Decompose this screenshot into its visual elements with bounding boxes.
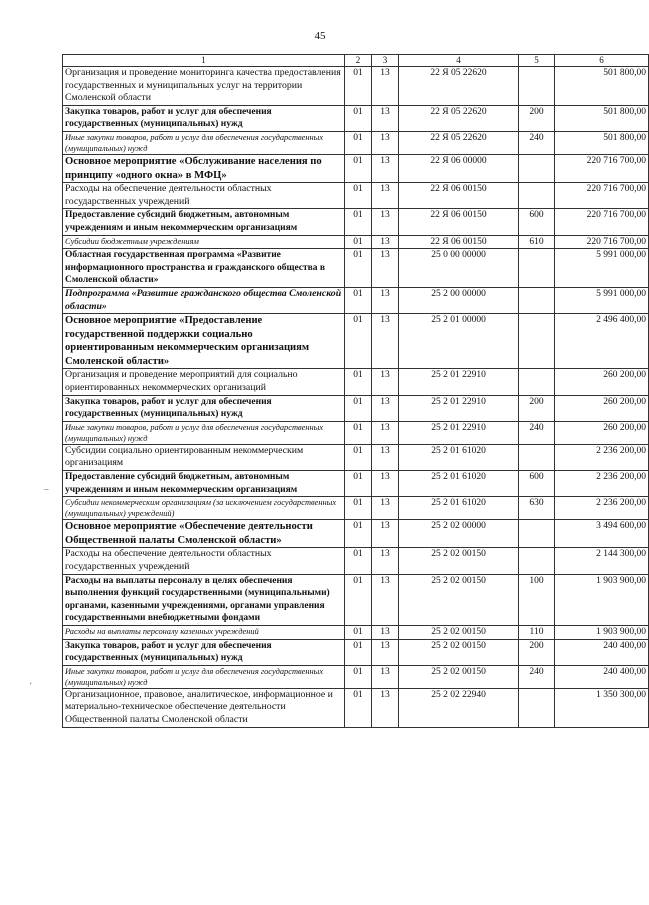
row-amount-cell: 1 350 300,00 — [555, 688, 649, 727]
row-subsection-cell: 13 — [372, 471, 399, 497]
row-section-cell: 01 — [345, 665, 372, 688]
row-amount-cell: 220 716 700,00 — [555, 154, 649, 182]
row-name-cell: Субсидии некоммерческим организациям (за исключением государственных (муниципальных) учреждений) — [63, 497, 345, 520]
row-amount-cell: 2 236 200,00 — [555, 471, 649, 497]
row-section-cell: 01 — [345, 688, 372, 727]
table-row — [63, 625, 649, 639]
margin-mark: – — [44, 484, 49, 494]
row-amount-cell: 260 200,00 — [555, 421, 649, 444]
row-subsection-cell: 13 — [372, 209, 399, 235]
page-number: 45 — [314, 30, 326, 42]
row-section-cell: 01 — [345, 444, 372, 470]
row-target-code-cell: 25 2 02 22940 — [399, 688, 519, 727]
row-amount-cell: 2 144 300,00 — [555, 548, 649, 574]
row-amount-cell: 5 991 000,00 — [555, 249, 649, 288]
table-row — [63, 497, 649, 520]
header-col-2: 2 — [345, 55, 372, 67]
row-name-cell: Организация и проведение мониторинга качества предоставления государственных и муниципальных услуг на территории Смоленской области — [63, 67, 345, 106]
table-row — [63, 249, 649, 288]
row-section-cell: 01 — [345, 369, 372, 395]
table-row — [63, 395, 649, 421]
row-target-code-cell: 25 2 01 61020 — [399, 497, 519, 520]
row-target-code-cell: 22 Я 06 00150 — [399, 183, 519, 209]
table-row — [63, 314, 649, 369]
row-target-code-cell: 25 2 02 00150 — [399, 625, 519, 639]
table-row — [63, 209, 649, 235]
row-amount-cell: 240 400,00 — [555, 665, 649, 688]
row-expense-type-cell — [519, 688, 555, 727]
row-name-cell: Основное мероприятие «Предоставление государственной поддержки социально ориентированным некоммерческим организациям Смоленской области» — [63, 314, 345, 369]
row-expense-type-cell: 240 — [519, 421, 555, 444]
row-expense-type-cell — [519, 183, 555, 209]
row-name-cell: Расходы на обеспечение деятельности областных государственных учреждений — [63, 548, 345, 574]
row-subsection-cell: 13 — [372, 548, 399, 574]
row-amount-cell: 501 800,00 — [555, 67, 649, 106]
row-name-cell: Основное мероприятие «Обеспечение деятельности Общественной палаты Смоленской области» — [63, 520, 345, 548]
row-expense-type-cell: 600 — [519, 471, 555, 497]
row-name-cell: Иные закупки товаров, работ и услуг для обеспечения государственных (муниципальных) нужд — [63, 665, 345, 688]
row-name-cell: Организация и проведение мероприятий для социально ориентированных некоммерческих организаций — [63, 369, 345, 395]
row-expense-type-cell: 200 — [519, 395, 555, 421]
row-expense-type-cell: 110 — [519, 625, 555, 639]
row-expense-type-cell — [519, 369, 555, 395]
row-name-cell: Подпрограмма «Развитие гражданского общества Смоленской области» — [63, 287, 345, 313]
row-subsection-cell: 13 — [372, 688, 399, 727]
row-section-cell: 01 — [345, 249, 372, 288]
row-name-cell: Расходы на выплаты персоналу в целях обеспечения выполнения функций государственными (муниципальными) органами, казенными учреждениями, органами управления государственными внебюджетными фондами — [63, 574, 345, 625]
row-name-cell: Закупка товаров, работ и услуг для обеспечения государственных (муниципальных) нужд — [63, 105, 345, 131]
row-subsection-cell: 13 — [372, 131, 399, 154]
table-row — [63, 665, 649, 688]
row-section-cell: 01 — [345, 574, 372, 625]
header-col-6: 6 — [555, 55, 649, 67]
row-name-cell: Иные закупки товаров, работ и услуг для обеспечения государственных (муниципальных) нужд — [63, 421, 345, 444]
table-header-row — [63, 55, 649, 67]
row-expense-type-cell: 100 — [519, 574, 555, 625]
row-subsection-cell: 13 — [372, 497, 399, 520]
row-expense-type-cell: 630 — [519, 497, 555, 520]
row-section-cell: 01 — [345, 395, 372, 421]
table-row — [63, 154, 649, 182]
table-row — [63, 67, 649, 106]
row-subsection-cell: 13 — [372, 154, 399, 182]
row-expense-type-cell — [519, 314, 555, 369]
row-amount-cell: 1 903 900,00 — [555, 574, 649, 625]
table-row — [63, 444, 649, 470]
row-target-code-cell: 25 2 01 22910 — [399, 395, 519, 421]
table-row — [63, 235, 649, 249]
row-target-code-cell: 22 Я 06 00000 — [399, 154, 519, 182]
table-row — [63, 688, 649, 727]
row-target-code-cell: 25 2 01 61020 — [399, 471, 519, 497]
row-name-cell: Закупка товаров, работ и услуг для обеспечения государственных (муниципальных) нужд — [63, 395, 345, 421]
row-amount-cell: 260 200,00 — [555, 369, 649, 395]
row-section-cell: 01 — [345, 154, 372, 182]
row-amount-cell: 2 496 400,00 — [555, 314, 649, 369]
row-section-cell: 01 — [345, 548, 372, 574]
row-section-cell: 01 — [345, 183, 372, 209]
row-subsection-cell: 13 — [372, 314, 399, 369]
row-subsection-cell: 13 — [372, 369, 399, 395]
row-section-cell: 01 — [345, 287, 372, 313]
row-expense-type-cell: 610 — [519, 235, 555, 249]
header-col-5: 5 — [519, 55, 555, 67]
table-row — [63, 421, 649, 444]
row-subsection-cell: 13 — [372, 183, 399, 209]
row-expense-type-cell — [519, 520, 555, 548]
row-target-code-cell: 25 2 02 00150 — [399, 665, 519, 688]
row-subsection-cell: 13 — [372, 625, 399, 639]
row-amount-cell: 240 400,00 — [555, 639, 649, 665]
row-name-cell: Организационное, правовое, аналитическое, информационное и материально-техническое обеспечение деятельности Общественной палаты Смоленской области — [63, 688, 345, 727]
row-name-cell: Расходы на обеспечение деятельности областных государственных учреждений — [63, 183, 345, 209]
header-col-4: 4 — [399, 55, 519, 67]
row-amount-cell: 220 716 700,00 — [555, 235, 649, 249]
row-section-cell: 01 — [345, 421, 372, 444]
row-subsection-cell: 13 — [372, 105, 399, 131]
row-target-code-cell: 22 Я 06 00150 — [399, 235, 519, 249]
row-subsection-cell: 13 — [372, 67, 399, 106]
row-subsection-cell: 13 — [372, 639, 399, 665]
row-amount-cell: 220 716 700,00 — [555, 209, 649, 235]
row-expense-type-cell — [519, 444, 555, 470]
row-target-code-cell: 25 2 01 61020 — [399, 444, 519, 470]
row-section-cell: 01 — [345, 520, 372, 548]
row-name-cell: Закупка товаров, работ и услуг для обеспечения государственных (муниципальных) нужд — [63, 639, 345, 665]
row-expense-type-cell: 200 — [519, 105, 555, 131]
row-expense-type-cell: 240 — [519, 131, 555, 154]
row-name-cell: Иные закупки товаров, работ и услуг для обеспечения государственных (муниципальных) нужд — [63, 131, 345, 154]
row-target-code-cell: 25 2 02 00150 — [399, 639, 519, 665]
row-expense-type-cell — [519, 67, 555, 106]
table-row — [63, 520, 649, 548]
row-section-cell: 01 — [345, 235, 372, 249]
row-target-code-cell: 25 2 02 00150 — [399, 548, 519, 574]
row-section-cell: 01 — [345, 639, 372, 665]
row-expense-type-cell — [519, 154, 555, 182]
row-name-cell: Субсидии социально ориентированным некоммерческим организациям — [63, 444, 345, 470]
row-amount-cell: 1 903 900,00 — [555, 625, 649, 639]
row-amount-cell: 2 236 200,00 — [555, 444, 649, 470]
row-amount-cell: 501 800,00 — [555, 105, 649, 131]
budget-table — [62, 54, 649, 728]
row-amount-cell: 220 716 700,00 — [555, 183, 649, 209]
row-expense-type-cell — [519, 249, 555, 288]
header-col-3: 3 — [372, 55, 399, 67]
row-section-cell: 01 — [345, 105, 372, 131]
row-section-cell: 01 — [345, 471, 372, 497]
row-expense-type-cell: 600 — [519, 209, 555, 235]
table-row — [63, 369, 649, 395]
table-row — [63, 183, 649, 209]
row-target-code-cell: 25 2 01 00000 — [399, 314, 519, 369]
row-subsection-cell: 13 — [372, 421, 399, 444]
row-target-code-cell: 22 Я 05 22620 — [399, 131, 519, 154]
row-expense-type-cell: 240 — [519, 665, 555, 688]
row-section-cell: 01 — [345, 625, 372, 639]
row-section-cell: 01 — [345, 131, 372, 154]
row-target-code-cell: 25 2 01 22910 — [399, 369, 519, 395]
row-section-cell: 01 — [345, 209, 372, 235]
row-target-code-cell: 22 Я 06 00150 — [399, 209, 519, 235]
row-amount-cell: 501 800,00 — [555, 131, 649, 154]
row-expense-type-cell — [519, 287, 555, 313]
row-name-cell: Предоставление субсидий бюджетным, автономным учреждениям и иным некоммерческим организациям — [63, 209, 345, 235]
row-target-code-cell: 25 2 00 00000 — [399, 287, 519, 313]
table-row — [63, 287, 649, 313]
row-name-cell: Расходы на выплаты персоналу казенных учреждений — [63, 625, 345, 639]
table-row — [63, 548, 649, 574]
table-row — [63, 105, 649, 131]
row-subsection-cell: 13 — [372, 235, 399, 249]
row-subsection-cell: 13 — [372, 287, 399, 313]
table-row — [63, 574, 649, 625]
row-expense-type-cell — [519, 548, 555, 574]
row-target-code-cell: 22 Я 05 22620 — [399, 105, 519, 131]
row-section-cell: 01 — [345, 497, 372, 520]
table-row — [63, 471, 649, 497]
row-target-code-cell: 25 0 00 00000 — [399, 249, 519, 288]
row-amount-cell: 260 200,00 — [555, 395, 649, 421]
row-section-cell: 01 — [345, 314, 372, 369]
row-subsection-cell: 13 — [372, 444, 399, 470]
header-col-1: 1 — [63, 55, 345, 67]
row-name-cell: Субсидии бюджетным учреждениям — [63, 235, 345, 249]
table-row — [63, 131, 649, 154]
row-amount-cell: 3 494 600,00 — [555, 520, 649, 548]
row-subsection-cell: 13 — [372, 574, 399, 625]
row-target-code-cell: 25 2 02 00150 — [399, 574, 519, 625]
row-target-code-cell: 25 2 01 22910 — [399, 421, 519, 444]
row-section-cell: 01 — [345, 67, 372, 106]
row-amount-cell: 5 991 000,00 — [555, 287, 649, 313]
row-subsection-cell: 13 — [372, 520, 399, 548]
row-name-cell: Областная государственная программа «Развитие информационного пространства и гражданского общества в Смоленской области» — [63, 249, 345, 288]
row-target-code-cell: 22 Я 05 22620 — [399, 67, 519, 106]
table-row — [63, 639, 649, 665]
row-target-code-cell: 25 2 02 00000 — [399, 520, 519, 548]
row-expense-type-cell: 200 — [519, 639, 555, 665]
row-amount-cell: 2 236 200,00 — [555, 497, 649, 520]
row-subsection-cell: 13 — [372, 395, 399, 421]
row-subsection-cell: 13 — [372, 665, 399, 688]
margin-mark: ' — [30, 681, 32, 691]
row-name-cell: Предоставление субсидий бюджетным, автономным учреждениям и иным некоммерческим организациям — [63, 471, 345, 497]
row-name-cell: Основное мероприятие «Обслуживание населения по принципу «одного окна» в МФЦ» — [63, 154, 345, 182]
row-subsection-cell: 13 — [372, 249, 399, 288]
